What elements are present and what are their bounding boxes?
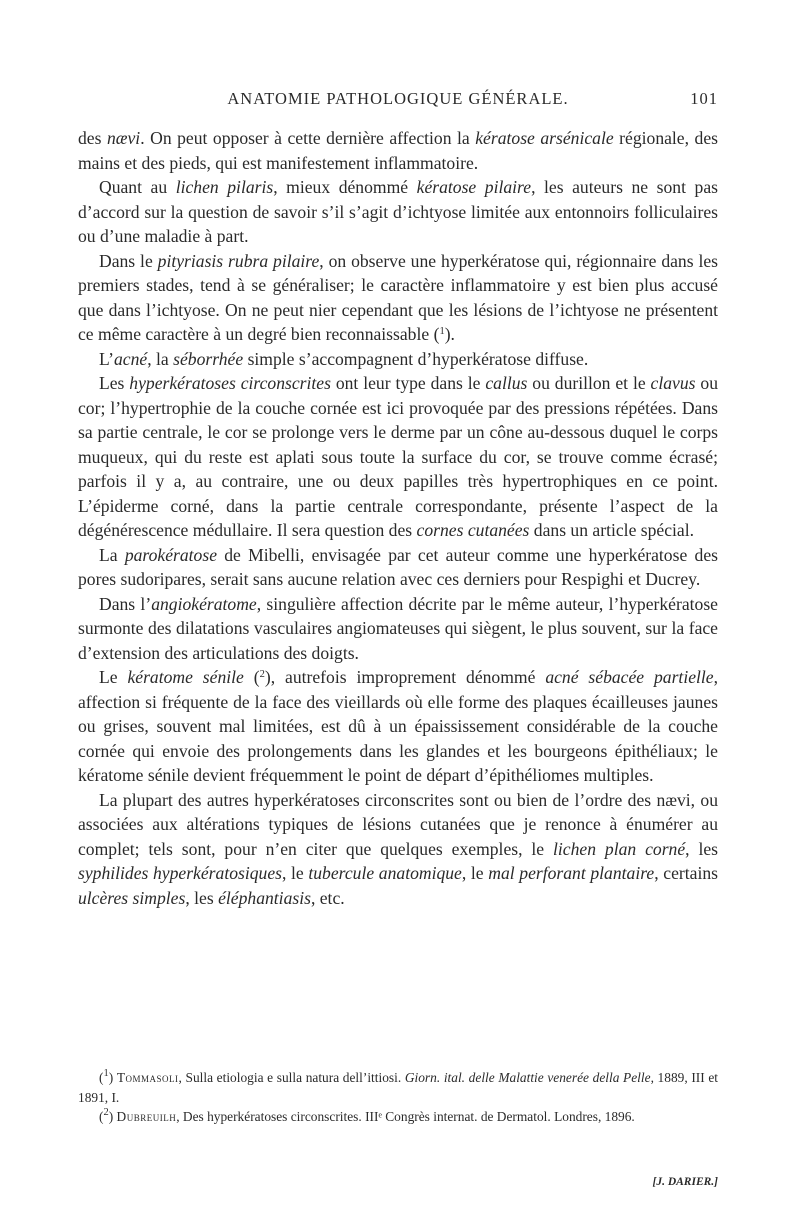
text-run: ou cor; l’hypertrophie de la couche cornée est ici provoquée par des pressions répétées. Dans sa partie centrale, le cor se prolonge vers le derme par un cône au-dessous duquel le corps muqueux, qui du reste est aplati sous toute la surface du cor, se trouve comme écrasé; parfois il y a, au contraire, une ou deux papilles très hypertrophiques en ce point. L’épiderme corné, dans la partie centrale correspondante, présente l’aspect de la dégénérescence médullaire. Il sera question des: [78, 373, 718, 540]
text-run: Dans l’: [99, 593, 152, 614]
text-run: ou durillon et le: [527, 373, 651, 393]
footnote-text: ): [108, 1109, 117, 1124]
paragraph: [78, 592, 718, 666]
paragraph: [78, 665, 718, 788]
italic-term: lichen pilaris: [175, 177, 274, 197]
paragraph: [78, 126, 718, 175]
running-title: ANATOMIE PATHOLOGIQUE GÉNÉRALE.: [227, 89, 569, 108]
text-run: Les: [99, 373, 130, 393]
text-run: L’: [99, 348, 114, 369]
footnote-text: ): [108, 1070, 117, 1085]
italic-term: cornes cutanées: [416, 520, 530, 540]
author-name: Tommasoli: [116, 1070, 179, 1085]
text-run: , etc.: [310, 887, 345, 908]
text-run: , le: [461, 863, 489, 883]
footnote-text: , 1889, III et 1891, I.: [78, 1070, 719, 1105]
italic-term: callus: [485, 373, 528, 393]
italic-term: Giorn. ital. delle Malattie venerée della Pelle: [404, 1070, 651, 1085]
text-run: . On peut opposer à cette dernière affection la: [140, 128, 476, 148]
text-run: , la: [147, 348, 174, 369]
italic-term: séborrhée: [173, 348, 244, 369]
footnote: [78, 1107, 718, 1127]
paragraph: [78, 347, 718, 372]
text-run: des: [78, 128, 107, 148]
italic-term: pityriasis rubra pilaire: [157, 250, 320, 271]
italic-term: éléphantiasis: [218, 887, 311, 908]
text-run: , certains: [654, 863, 718, 883]
italic-term: parokératose: [124, 544, 217, 565]
text-run: , mieux dénommé: [273, 177, 417, 197]
text-run: ont leur type dans le: [330, 373, 486, 393]
text-run: dans un article spécial.: [529, 520, 695, 540]
italic-term: ulcères simples: [78, 887, 186, 908]
text-run: ), autrefois improprement dénommé: [264, 667, 546, 687]
italic-term: kératose pilaire: [416, 177, 532, 197]
text-run: La plupart des autres hyperkératoses circonscrites sont ou bien de l’ordre des nævi, ou associées aux altérations typiques de lésions cutanées que je renonce à énumérer au complet; tels sont, pour n’en citer que quelques exemples, le: [78, 789, 718, 859]
text-run: , singulière affection décrite par le même auteur, l’hyperkératose surmonte des dilatations vasculaires angiomateuses qui siègent, le plus souvent, sur la face d’extension des articulations des doigts.: [78, 593, 718, 663]
footnote-ref: 2: [259, 669, 265, 680]
page-number: 101: [690, 89, 718, 108]
paragraph: [78, 249, 718, 347]
paragraph: [78, 175, 718, 249]
footnote-text: (: [99, 1109, 104, 1124]
running-header: [78, 89, 718, 113]
paragraph: [78, 371, 718, 543]
text-run: , les: [685, 838, 719, 859]
italic-term: syphilides hyperkératosiques: [78, 863, 282, 883]
footnote-ref: 1: [439, 326, 445, 337]
text-run: Dans le: [99, 250, 158, 271]
footnote-ref: 1: [103, 1068, 109, 1079]
italic-term: acné: [114, 348, 148, 369]
text-run: de Mibelli, envisagée par cet auteur comme une hyperkératose des pores sudoripares, serait sans aucune relation avec ces derniers pour Respighi et Ducrey.: [78, 544, 718, 589]
text-run: Le: [99, 667, 128, 687]
text-run: simple s’accompagnent d’hyperkératose diffuse.: [243, 348, 589, 369]
italic-term: kératome sénile: [127, 667, 244, 687]
italic-term: tubercule anatomique: [308, 863, 462, 883]
footnote-ref: 2: [103, 1107, 109, 1118]
author-signature: [J. DARIER.]: [652, 1176, 718, 1188]
text-run: La: [99, 544, 125, 565]
italic-term: kératose arsénicale: [475, 128, 614, 148]
body-text: [78, 126, 718, 910]
paragraph: [78, 543, 718, 592]
footnotes: [78, 1068, 718, 1127]
footnote: [78, 1068, 718, 1107]
paragraph: [78, 788, 718, 911]
italic-term: acné sébacée partielle: [545, 667, 714, 687]
italic-term: angiokératome: [151, 593, 257, 614]
text-run: , affection si fréquente de la face des vieillards où elle forme des plaques écailleuses jaunes ou grises, souvent mal limitées, est dû à un épaississement considérable de la couche cornée qui envoie des prolongements dans les glandes et les bourgeons épithéliaux; le kératome sénile devient fréquemment le point de départ d’épithéliomes multiples.: [78, 667, 719, 785]
author-name: Dubreuilh: [116, 1109, 177, 1124]
italic-term: hyperkératoses circonscrites: [129, 373, 331, 393]
text-run: , on observe une hyperkératose qui, régionnaire dans les premiers stades, tend à se généraliser; le caractère inflammatoire y est bien plus accusé que dans l’ichtyose. On ne peut nier cependant que les lésions de l’ichtyose ne présentent ce même caractère à un degré bien reconnaissable (: [78, 250, 719, 344]
text-run: , le: [282, 863, 309, 883]
text-run: , les: [185, 887, 219, 908]
italic-term: clavus: [650, 373, 696, 393]
text-run: Quant au: [99, 177, 176, 197]
footnote-text: (: [99, 1070, 104, 1085]
footnote-text: , Sulla etiologia e sulla natura dell’ittiosi.: [178, 1070, 405, 1085]
italic-term: lichen plan corné: [553, 838, 686, 859]
text-run: régionale, des mains et des pieds, qui est manifestement inflammatoire.: [78, 128, 718, 173]
italic-term: mal perforant plantaire: [488, 863, 655, 883]
text-run: (: [243, 667, 260, 687]
text-run: ).: [444, 324, 455, 344]
text-run: , les auteurs ne sont pas d’accord sur la question de savoir s’il s’agit d’ichtyose limitée aux entonnoirs folliculaires ou d’une maladie à part.: [78, 177, 718, 246]
footnote-text: , Des hyperkératoses circonscrites. IIIᵉ Congrès internat. de Dermatol. Londres, 1896.: [176, 1109, 635, 1124]
italic-term: nævi: [106, 128, 141, 148]
